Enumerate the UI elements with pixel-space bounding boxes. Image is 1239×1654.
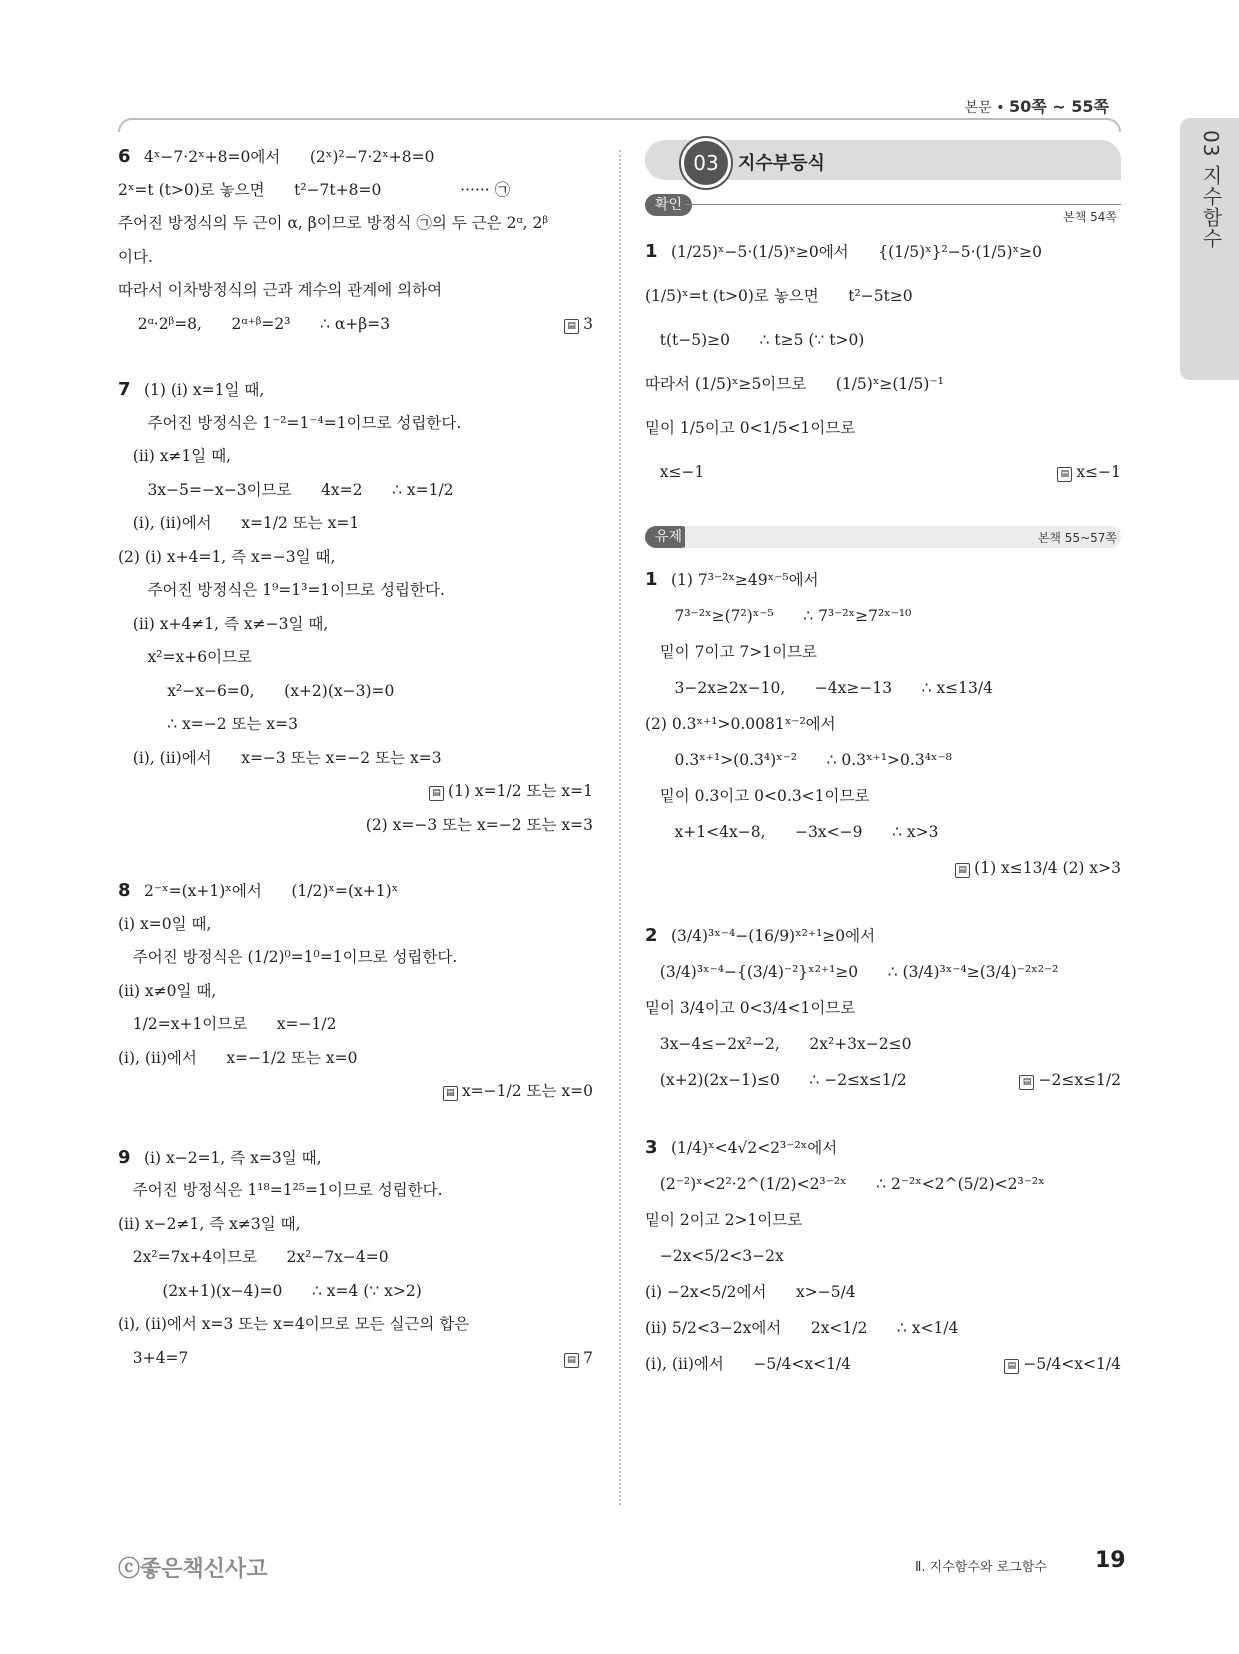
solution-line [118,474,593,508]
answer [366,809,593,843]
problem-line [645,562,1121,598]
answer [443,1075,593,1109]
practice-solutions [645,562,1121,1382]
publisher-logo: ⓒ좋은책신사고 [118,1557,268,1582]
solution-text: 밑이 7이고 7>1이므로 [645,643,818,661]
answer-icon: ▤ [443,1086,458,1101]
solution-text: 밑이 0.3이고 0<0.3<1이므로 [645,787,870,805]
solution-text: (ⅱ) x−2≠1, 즉 x≠3일 때, [118,1214,301,1233]
answer-text: −2≤x≤1/2 [1038,1071,1121,1089]
solution-line [118,440,593,474]
solution-text: (x+2)(2x−1)≤0 ∴ −2≤x≤1/2 [645,1071,907,1089]
solution-text: (2x+1)(x−4)=0 ∴ x=4 (∵ x>2) [118,1281,422,1300]
problem-number: 2 [645,925,658,946]
check-book-ref: 본책 54쪽 [1063,210,1117,224]
solution-line [645,1166,1121,1202]
solution-text: (ⅰ), (ⅱ)에서 x=1/2 또는 x=1 [118,514,360,532]
solution-text: (ⅰ) x=0일 때, [118,914,212,933]
solution-text: x≤−1 [645,463,705,481]
problem-line [645,1130,1121,1166]
problem-line [645,918,1121,954]
header-rule [118,118,1121,132]
problem-number: 6 [118,146,131,167]
solution-text: 4ˣ−7·2ˣ+8=0에서 (2ˣ)²−7·2ˣ+8=0 [144,148,435,166]
solution-line [645,1062,1121,1098]
problem-line [118,140,593,174]
solution-line [118,308,593,342]
solution-line [118,1241,593,1275]
answer [429,775,593,809]
solution-text: 밑이 1/5이고 0<1/5<1이므로 [645,419,856,437]
solution-text: (ⅱ) x≠1일 때, [118,447,232,465]
solution-text: 7³⁻²ˣ≥(7²)ˣ⁻⁵ ∴ 7³⁻²ˣ≥7²ˣ⁻¹⁰ [645,607,912,625]
solution-line [645,274,1121,318]
problem-line [118,373,593,407]
solution-line [645,1274,1121,1310]
solution-text: 주어진 방정식은 1⁹=1³=1이므로 성립한다. [118,581,445,599]
solution-line [645,742,1121,778]
solution-line [118,708,593,742]
solution-line [118,975,593,1009]
solution-text: x+1<4x−8, −3x<−9 ∴ x>3 [645,823,939,841]
solution-line [118,908,593,942]
solution-line [645,1026,1121,1062]
solution-text: 3x−4≤−2x²−2, 2x²+3x−2≤0 [645,1035,912,1053]
check-header [645,192,1121,224]
solution-line [645,598,1121,634]
solution-line [118,608,593,642]
solution-line [118,1008,593,1042]
solution-text: (1/5)ˣ=t (t>0)로 놓으면 t²−5t≥0 [645,287,913,305]
solution-text: 2x²=7x+4이므로 2x²−7x−4=0 [118,1248,389,1266]
solution-text: 주어진 방정식은 1⁻²=1⁻⁴=1이므로 성립한다. [118,413,462,432]
solution-line [118,1342,593,1376]
solution-text: (1/25)ˣ−5·(1/5)ˣ≥0에서 {(1/5)ˣ}²−5·(1/5)ˣ≥0 [671,243,1042,261]
solution-line [645,634,1121,670]
answer-icon: ▤ [564,319,579,334]
solution-text: 밑이 2이고 2>1이므로 [645,1211,803,1229]
solution-text: 밑이 3/4이고 0<3/4<1이므로 [645,999,856,1017]
solution-line [645,1238,1121,1274]
solution-text: 주어진 방정식의 두 근이 α, β이므로 방정식 ㉠의 두 근은 2ᵅ, 2ᵝ [118,214,549,232]
chapter-side-tab: 03 지수함수 [1180,118,1239,380]
solution-line [645,318,1121,362]
practice-label: 유제 [645,526,692,548]
section-title: 지수부등식 [738,153,825,174]
solution-text: (ⅰ), (ⅱ)에서 x=3 또는 x=4이므로 모든 실근의 합은 [118,1315,470,1333]
solution-line [118,241,593,275]
problem-number: 3 [645,1137,658,1158]
practice-header [645,524,1121,552]
solution-line [645,362,1121,406]
problem-line [118,1141,593,1175]
solution-line [645,814,1121,850]
solution-text: (ⅱ) 5/2<3−2x에서 2x<1/2 ∴ x<1/4 [645,1319,959,1337]
solution-text: (3/4)³ˣ⁻⁴−(16/9)ˣ²⁺¹≥0에서 [671,927,876,945]
problem-line [645,230,1121,274]
solution-text: 2ᵅ·2ᵝ=8, 2ᵅ⁺ᵝ=2³ ∴ α+β=3 [118,314,391,333]
solution-line [645,990,1121,1026]
solution-text: (ⅱ) x+4≠1, 즉 x≠−3일 때, [118,614,329,633]
solution-text: (ⅰ), (ⅱ)에서 x=−1/2 또는 x=0 [118,1048,358,1067]
solution-text: 3−2x≥2x−10, −4x≥−13 ∴ x≤13/4 [645,679,993,697]
column-divider [619,150,621,1505]
solution-line [118,1208,593,1242]
solution-line [645,954,1121,990]
answer-icon: ▤ [955,863,970,878]
answer [1004,1346,1121,1382]
solution-line [118,174,593,208]
answer [564,1342,593,1376]
check-label: 확인 [645,194,692,216]
answer [955,850,1121,886]
solution-line [645,850,1121,886]
solution-line [118,675,593,709]
solution-line [118,1275,593,1309]
problem-number: 8 [118,880,131,901]
solution-text: (ⅰ) −2x<5/2에서 x>−5/4 [645,1283,856,1301]
solution-text: 1/2=x+1이므로 x=−1/2 [118,1015,337,1033]
answer-text: (1) x≤13/4 (2) x>3 [974,859,1121,877]
solution-line [118,742,593,776]
solution-line [118,507,593,541]
solution-text: 따라서 (1/5)ˣ≥5이므로 (1/5)ˣ≥(1/5)⁻¹ [645,375,944,393]
solution-text: 주어진 방정식은 (1/2)⁰=1⁰=1이므로 성립한다. [118,948,458,966]
answer-text: x=−1/2 또는 x=0 [461,1082,593,1100]
check-solution [645,230,1121,494]
solution-text: (1/4)ˣ<4√2<2³⁻²ˣ에서 [671,1139,838,1157]
solution-line [645,1346,1121,1382]
section-banner [645,140,1121,180]
solution-text: (ⅰ) x−2=1, 즉 x=3일 때, [144,1148,322,1167]
answer-text: (1) x=1/2 또는 x=1 [448,782,593,800]
check-rule [685,204,1121,205]
page-reference: 본문 • 50쪽 ~ 55쪽 [964,97,1109,116]
answer-icon: ▤ [429,786,444,801]
answer-text: (2) x=−3 또는 x=−2 또는 x=3 [365,815,593,834]
answer-icon: ▤ [1004,1359,1019,1374]
solution-text: 3x−5=−x−3이므로 4x=2 ∴ x=1/2 [118,480,454,499]
solution-text: (2) (ⅰ) x+4=1, 즉 x=−3일 때, [118,547,336,566]
solution-text: (1) 7³⁻²ˣ≥49ˣ⁻⁵에서 [671,571,819,589]
solution-line [118,1075,593,1109]
solution-line [118,207,593,241]
answer-text: x≤−1 [1076,463,1121,481]
solution-text: (2⁻²)ˣ<2²·2^(1/2)<2³⁻²ˣ ∴ 2⁻²ˣ<2^(5/2)<2³⁻²ˣ [645,1175,1045,1193]
solution-text: 3+4=7 [118,1348,189,1367]
solution-line [118,641,593,675]
solution-line [118,407,593,441]
problem-number: 9 [118,1146,131,1168]
problem-number: 1 [645,569,658,590]
solution-text: 주어진 방정식은 1¹⁸=1²⁵=1이므로 성립한다. [118,1181,443,1199]
solution-line [645,1202,1121,1238]
answer-icon: ▤ [1019,1075,1034,1090]
practice-book-ref: 본책 55~57쪽 [1037,531,1117,545]
solution-line [118,1174,593,1208]
solution-line [118,541,593,575]
chapter-title: Ⅱ. 지수함수와 로그함수 [915,1560,1047,1575]
solution-text: (ⅱ) x≠0일 때, [118,981,217,1000]
solution-line [645,406,1121,450]
solution-text: 따라서 이차방정식의 근과 계수의 관계에 의하여 [118,281,443,299]
answer [1057,450,1121,494]
solution-text: 2⁻ˣ=(x+1)ˣ에서 (1/2)ˣ=(x+1)ˣ [144,882,399,900]
solution-text: (ⅰ), (ⅱ)에서 x=−3 또는 x=−2 또는 x=3 [118,748,442,767]
solution-line [645,778,1121,814]
solution-text: (2) 0.3ˣ⁺¹>0.0081ˣ⁻²에서 [645,715,836,733]
solution-text: (1) (ⅰ) x=1일 때, [144,381,265,399]
answer-text: 3 [583,314,593,333]
solution-text: 이다. [118,247,153,266]
problem-number: 1 [645,241,658,262]
page-number: 19 [1095,1548,1126,1573]
solution-line [645,450,1121,494]
solution-line [118,809,593,843]
answer [564,308,593,342]
answer-icon: ▤ [564,1353,579,1368]
solution-text: x²−x−6=0, (x+2)(x−3)=0 [118,681,395,700]
left-column [118,140,593,1375]
solution-line [118,574,593,608]
section-number: 03 [681,138,731,188]
solution-text: x²=x+6이므로 [118,648,253,666]
solution-text: 0.3ˣ⁺¹>(0.3⁴)ˣ⁻² ∴ 0.3ˣ⁺¹>0.3⁴ˣ⁻⁸ [645,751,952,769]
problem-line [118,874,593,908]
solution-text: t(t−5)≥0 ∴ t≥5 (∵ t>0) [645,331,865,349]
solution-line [118,274,593,308]
solution-text: ∴ x=−2 또는 x=3 [118,715,299,733]
solution-text: (ⅰ), (ⅱ)에서 −5/4<x<1/4 [645,1355,852,1373]
answer-icon: ▤ [1057,467,1072,482]
solution-text: (3/4)³ˣ⁻⁴−{(3/4)⁻²}ˣ²⁺¹≥0 ∴ (3/4)³ˣ⁻⁴≥(3/4)⁻²ˣ²⁻² [645,963,1059,981]
solution-text: 2ˣ=t (t>0)로 놓으면 t²−7t+8=0 ······ ㉠ [118,180,511,199]
solution-line [118,1308,593,1342]
answer [1019,1062,1121,1098]
answer-text: −5/4<x<1/4 [1023,1355,1121,1373]
solution-line [118,775,593,809]
solution-line [118,1042,593,1076]
solution-line [645,670,1121,706]
solution-text: −2x<5/2<3−2x [645,1247,784,1265]
problem-number: 7 [118,379,131,400]
answer-text: 7 [583,1348,593,1367]
right-column [645,140,1121,1382]
solution-line [645,1310,1121,1346]
solution-line [645,706,1121,742]
solution-line [118,941,593,975]
